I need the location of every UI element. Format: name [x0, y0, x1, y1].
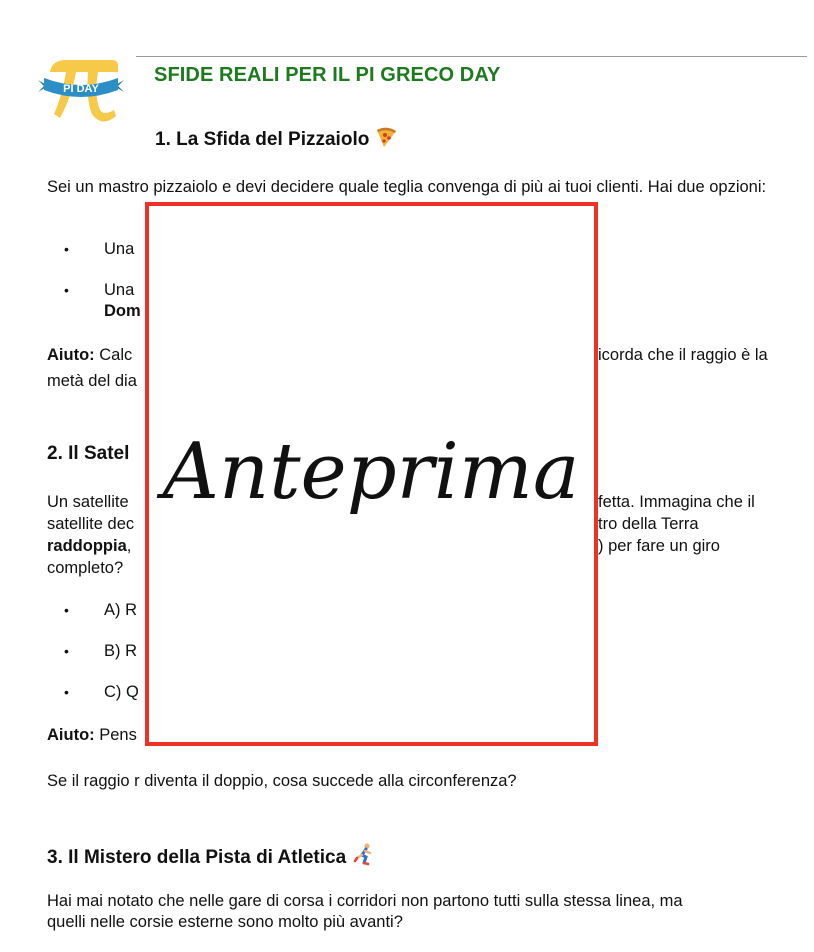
bullet-dot: • [64, 602, 69, 618]
section-heading-satellite: 2. Il Satel [47, 443, 130, 464]
anteprima-watermark [149, 206, 594, 742]
logo-text: PI DAY [63, 83, 99, 95]
page-title: SFIDE REALI PER IL PI GRECO DAY [154, 64, 501, 86]
section2-line1-right: fetta. Immagina che il [598, 493, 755, 511]
bullet-dot: • [64, 643, 69, 659]
section2-line2-right: tro della Terra [598, 515, 699, 533]
bullet-dot: • [64, 241, 69, 257]
bullet-dot: • [64, 684, 69, 700]
section-heading-track [47, 842, 376, 872]
bullet-dot: • [64, 282, 69, 298]
help-label: Aiuto: [47, 346, 95, 364]
line3-rest: , [126, 537, 132, 555]
section2-line3-right: ) per fare un giro [598, 537, 720, 555]
section-title: 3. Il Mistero della Pista di Atletica [47, 847, 347, 868]
satellite-option-c: C) Q [104, 683, 139, 701]
section1-help-right: icorda che il raggio è la [598, 346, 768, 364]
satellite-option-b: B) R [104, 642, 137, 660]
section-title: 1. La Sfida del Pizzaiolo [155, 129, 370, 150]
pi-day-logo [36, 52, 126, 124]
section1-help-line2: metà del dia [47, 372, 137, 390]
section2-help [47, 726, 137, 745]
pizza-option-1: Una [104, 240, 135, 258]
section2-line3-left [47, 537, 131, 556]
section2-line4: completo? [47, 559, 124, 577]
pizza-option-2-line1: Una [104, 281, 135, 299]
section3-line1: Hai mai notato che nelle gare di corsa i corridori non partono tutti sulla stessa linea, ma [47, 892, 683, 910]
section2-line1-left: Un satellite [47, 493, 129, 511]
preview-overlay [145, 202, 598, 746]
section3-line2: quelli nelle corsie esterne sono molto più avanti? [47, 913, 403, 931]
section2-line2-left: satellite dec [47, 515, 135, 533]
section1-intro: Sei un mastro pizzaiolo e devi decidere quale teglia convenga di più ai tuoi clienti. Hai due opzioni: [47, 178, 767, 196]
section1-help [47, 346, 132, 365]
header-rule [136, 56, 807, 57]
help-text: Calc [99, 346, 133, 364]
section2-question: Se il raggio r diventa il doppio, cosa succede alla circonferenza? [47, 772, 517, 790]
pizza-option-2-line2: Dom [104, 302, 141, 320]
section-heading-pizzaiolo [155, 126, 397, 154]
help-text: Pens [99, 726, 137, 744]
satellite-option-a: A) R [104, 601, 137, 619]
runner-icon [352, 842, 376, 872]
watermark-text: Anteprima [162, 427, 580, 517]
bold-term: raddoppia [47, 537, 127, 555]
pizza-icon [375, 126, 397, 154]
help-label: Aiuto: [47, 726, 95, 744]
